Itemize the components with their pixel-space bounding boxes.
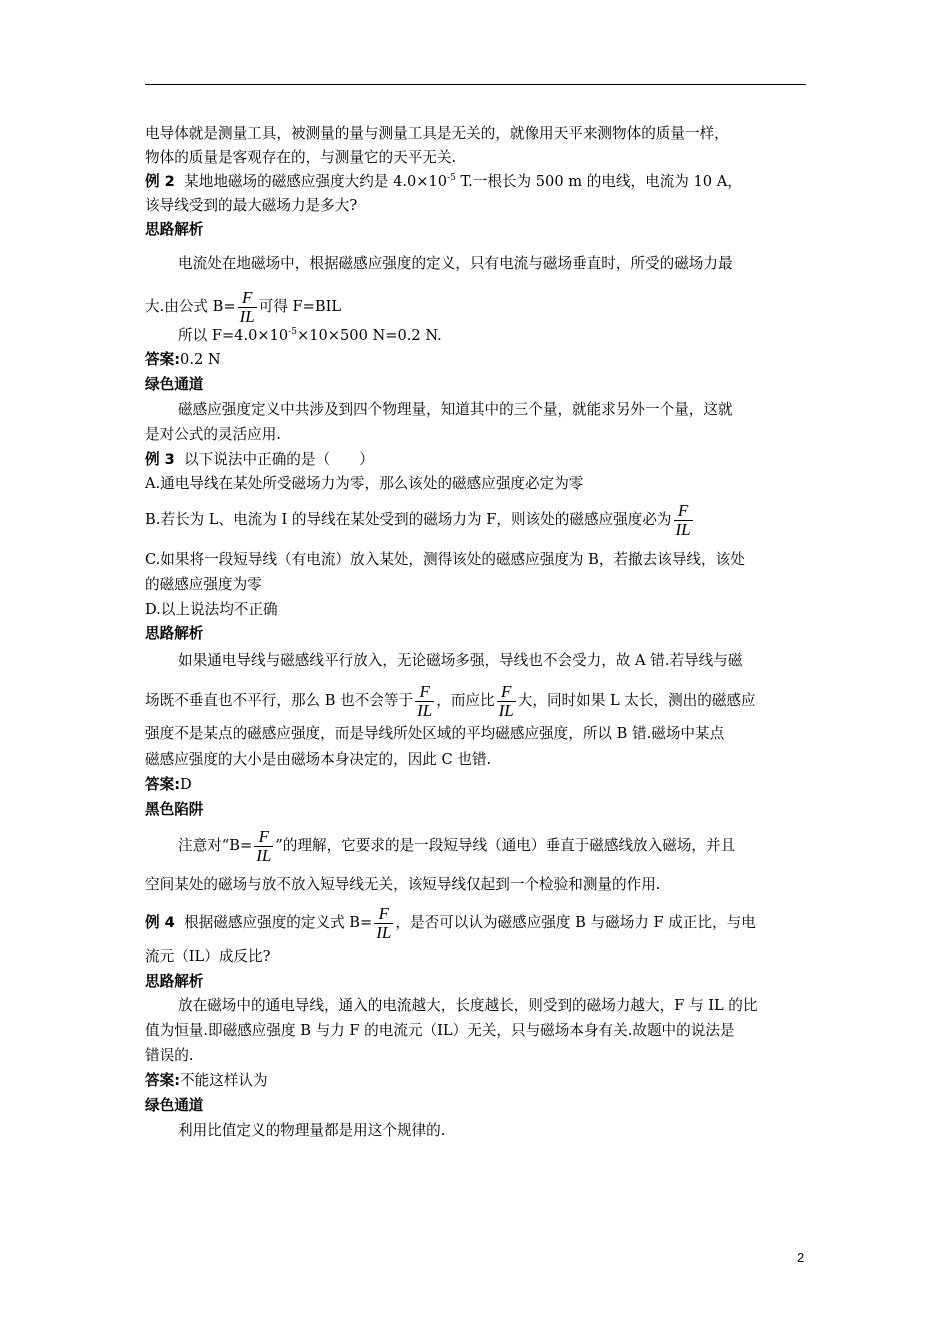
text-line: 该导线受到的最大磁场力是多大? — [145, 197, 358, 214]
fraction-f-over-il: $\frac{F}{IL}$ — [256, 826, 272, 865]
text-line: 流元（IL）成反比? — [145, 948, 271, 965]
text-line: 的磁感应强度为零 — [145, 576, 262, 593]
option-b: B.若长为 L、电流为 I 的导线在某处受到的磁场力为 F，则该处的磁感应强度必为 $\frac{F}{IL}$ — [145, 500, 691, 539]
text-line: 所以 $F=4.0\times 10^{-5}\times 10\times 500$ N=0.2 N. — [178, 327, 442, 344]
section-heading: 绿色通道 — [145, 376, 204, 393]
text-line: 电导体就是测量工具，被测量的量与测量工具是无关的，就像用天平来测物体的质量一样， — [145, 125, 729, 142]
fraction-f-over-il: $\frac{F}{IL}$ — [417, 681, 433, 720]
option-c: C.如果将一段短导线（有电流）放入某处，测得该处的磁感应强度为 B，若撤去该导线，该处 — [145, 551, 745, 568]
example-label: 例 4 — [145, 914, 175, 931]
section-heading: 思路解析 — [145, 221, 204, 238]
formula-line: 场既不垂直也不平行，那么 B 也不会等于 $\frac{F}{IL}$ ，而应比 $\frac{F}{IL}$ 大，同时如果 L 太长，测出的磁感应 — [145, 681, 756, 720]
page-number: 2 — [797, 1250, 805, 1265]
text-line: 放在磁场中的通电导线，通入的电流越大，长度越长，则受到的磁场力越大，F 与 IL 的比 — [178, 997, 758, 1014]
text-line: 物体的质量是客观存在的，与测量它的天平无关. — [145, 149, 457, 166]
text-line: 是对公式的灵活应用. — [145, 426, 281, 443]
option-a: A.通电导线在某处所受磁场力为零，那么该处的磁感应强度必定为零 — [145, 475, 584, 492]
example-4-question: 例 4 根据磁感应强度的定义式 B= $\frac{F}{IL}$ ，是否可以认为磁感应强度 B 与磁场力 F 成正比，与电 — [145, 903, 756, 942]
example-label: 例 2 — [145, 173, 175, 190]
fraction-f-over-il: $\frac{F}{IL}$ — [376, 903, 392, 942]
header-rule — [145, 84, 806, 85]
text-line: 磁感应强度定义中共涉及到四个物理量，知道其中的三个量，就能求另外一个量，这就 — [178, 401, 733, 418]
text-line: 电流处在地磁场中，根据磁感应强度的定义，只有电流与磁场垂直时，所受的磁场力最 — [178, 255, 733, 272]
fraction-f-over-il: $\frac{F}{IL}$ — [239, 287, 255, 326]
section-heading: 绿色通道 — [145, 1097, 204, 1114]
text-line: 如果通电导线与磁感线平行放入，无论磁场多强，导线也不会受力，故 A 错.若导线与磁 — [178, 652, 743, 669]
example-label: 例 3 — [145, 451, 175, 468]
section-heading: 思路解析 — [145, 625, 204, 642]
formula-line: 注意对“B= $\frac{F}{IL}$ ”的理解，它要求的是一段短导线（通电）垂直于磁感线放入磁场，并且 — [178, 826, 736, 865]
text-line: 空间某处的磁场与放不放入短导线无关，该短导线仅起到一个检验和测量的作用. — [145, 876, 661, 893]
section-heading: 思路解析 — [145, 973, 204, 990]
text-line: 强度不是某点的磁感应强度，而是导线所处区域的平均磁感应强度，所以 B 错.磁场中某点 — [145, 725, 725, 742]
text-line: 错误的. — [145, 1047, 194, 1064]
answer-label: 答案: — [145, 776, 181, 793]
section-heading: 黑色陷阱 — [145, 801, 204, 818]
answer-line: 答案:不能这样认为 — [145, 1072, 268, 1089]
answer-label: 答案: — [145, 351, 181, 368]
fraction-f-over-il: $\frac{F}{IL}$ — [498, 681, 514, 720]
fraction-f-over-il: $\frac{F}{IL}$ — [675, 500, 691, 539]
answer-line: 答案:0.2 N — [145, 351, 221, 368]
answer-label: 答案: — [145, 1072, 181, 1089]
text-line: 利用比值定义的物理量都是用这个规律的. — [178, 1122, 446, 1139]
text-line: 值为恒量.即磁感应强度 B 与力 F 的电流元（IL）无关，只与磁场本身有关.故题中的说法是 — [145, 1022, 735, 1039]
example-2-question: 例 2 某地地磁场的磁感应强度大约是 $4.0\times 10^{-5}$ T.一根长为 500 m 的电线，电流为 10 A， — [145, 173, 742, 190]
example-3-question: 例 3 以下说法中正确的是（ ） — [145, 451, 374, 468]
formula-line: 大.由公式 B= $\frac{F}{IL}$ 可得 F=BIL — [145, 287, 342, 326]
text-line: 磁感应强度的大小是由磁场本身决定的，因此 C 也错. — [145, 751, 492, 768]
answer-line: 答案:D — [145, 776, 192, 793]
option-d: D.以上说法均不正确 — [145, 601, 278, 618]
